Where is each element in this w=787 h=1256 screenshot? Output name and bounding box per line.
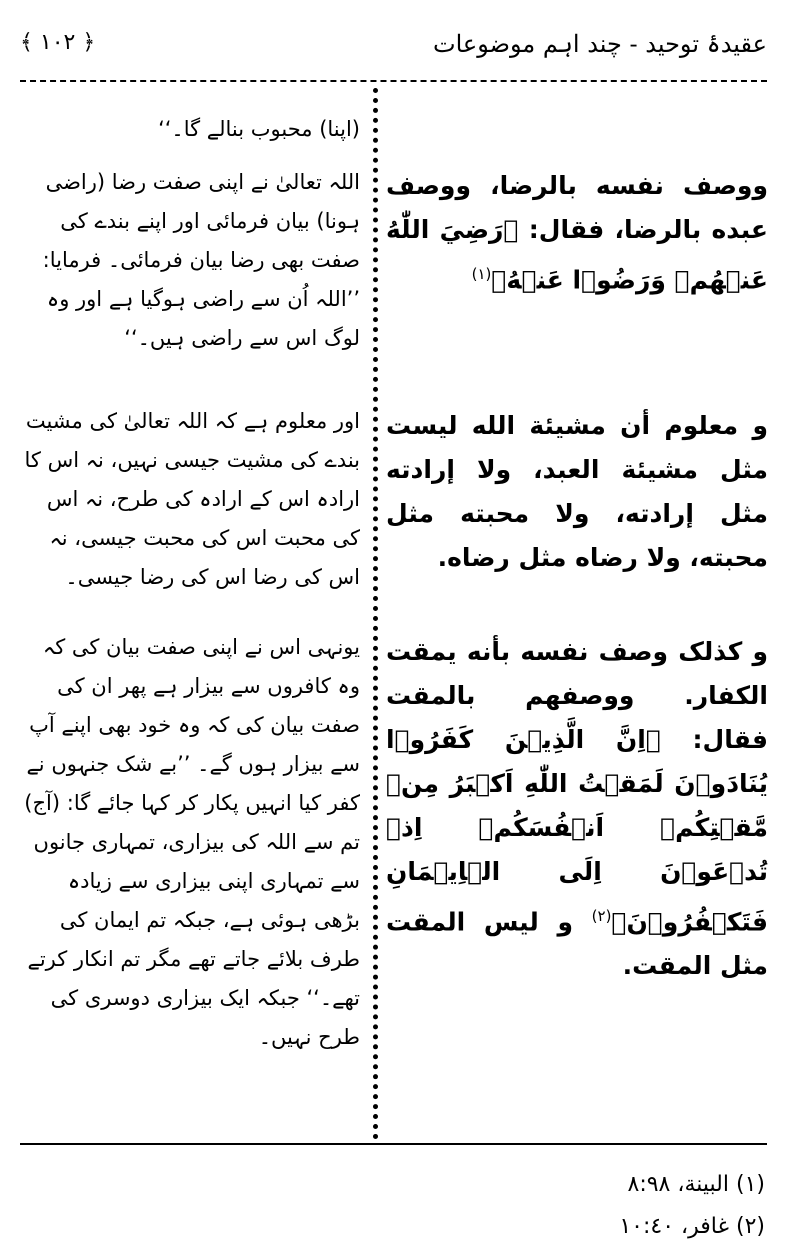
urdu-paragraph-1: اللہ تعالیٰ نے اپنی صفت رضا (راضی ہونا) بیان فرمائی اور اپنے بندے کی صفت بھی رضا بیان فرمائی۔ فرمایا: ’’اللہ اُن سے راضی ہوگیا ہے اور وہ لوگ اس سے راضی ہیں۔‘‘ xyxy=(42,170,360,350)
arabic-text: ووصف نفسه بالرضا، ووصف عبده بالرضا، فقال: xyxy=(386,171,768,244)
page-header xyxy=(20,22,767,70)
quran-verse: ﴿رَضِيَ اللّٰهُ عَنۡهُمۡ وَرَضُوۡا عَنۡهُ﴾ xyxy=(386,215,768,295)
footnote-2: (٢) غافر، ١٠:٤٠ xyxy=(619,1214,765,1239)
footnote-divider xyxy=(20,1143,767,1145)
column-divider xyxy=(373,88,378,1140)
footnote-1: (١) البينة، ٨:٩٨ xyxy=(627,1172,765,1197)
footnote-marker: (١) xyxy=(471,265,492,283)
quran-verse: ﴿اِنَّ الَّذِيۡنَ كَفَرُوۡا يُنَادَوۡنَ لَمَقۡتُ اللّٰهِ اَكۡبَرُ مِنۡ مَّقۡتِكُمۡ اَنۡفُسَكُمۡ اِذۡ تُدۡعَوۡنَ اِلَى الۡاِيۡمَانِ فَتَكۡفُرُوۡنَ﴾ xyxy=(386,725,768,937)
arabic-paragraph-2: و معلوم أن مشيئة الله ليست مثل مشيئة العبد، ولا إرادته مثل إرادته، ولا محبته مثل محبته، ولا رضاه مثل رضاه. xyxy=(386,411,768,572)
header-divider xyxy=(20,80,767,82)
page-number: ﴿ ۱۰۲ ﴾ xyxy=(20,30,96,55)
running-title: عقیدۂ توحید - چند اہم موضوعات xyxy=(432,30,767,58)
urdu-paragraph-2: اور معلوم ہے کہ اللہ تعالیٰ کی مشیت بندے کی مشیت جیسی نہیں، نہ اس کا ارادہ اس کے ارادہ کی طرح، نہ اس کی محبت اس کی محبت جیسی، نہ اس کی رضا اس کی رضا جیسی۔ xyxy=(24,409,360,589)
arabic-paragraph-1 xyxy=(386,164,768,302)
footnote-marker: (٢) xyxy=(591,907,612,925)
urdu-paragraph-3: یونہی اس نے اپنی صفت بیان کی کہ وہ کافروں سے بیزار ہے پھر ان کی صفت بیان کی کہ وہ خود بھی اپنے آپ سے بیزار ہوں گے۔ ’’بے شک جنہوں نے کفر کیا انہیں پکار کر کہا جائے گا: (آج) تم سے اللہ کی بیزاری، تمہاری جانوں سے تمہاری اپنی بیزاری سے زیادہ بڑھی ہوئی ہے، جبکہ تم ایمان کی طرف بلائے جاتے تھے مگر تم انکار کرتے تھے۔‘‘ جبکہ ایک بیزاری دوسری کی طرح نہیں۔ xyxy=(24,635,360,1049)
arabic-paragraph-3 xyxy=(386,630,768,988)
urdu-paragraph-continuation: (اپنا) محبوب بنالے گا۔‘‘ xyxy=(158,117,360,141)
arabic-text-after: و ليس المقت مثل المقت. xyxy=(386,907,768,981)
arabic-text: و كذلک وصف نفسه بأنه يمقت الكفار. ووصفهم بالمقت فقال: xyxy=(386,637,768,754)
